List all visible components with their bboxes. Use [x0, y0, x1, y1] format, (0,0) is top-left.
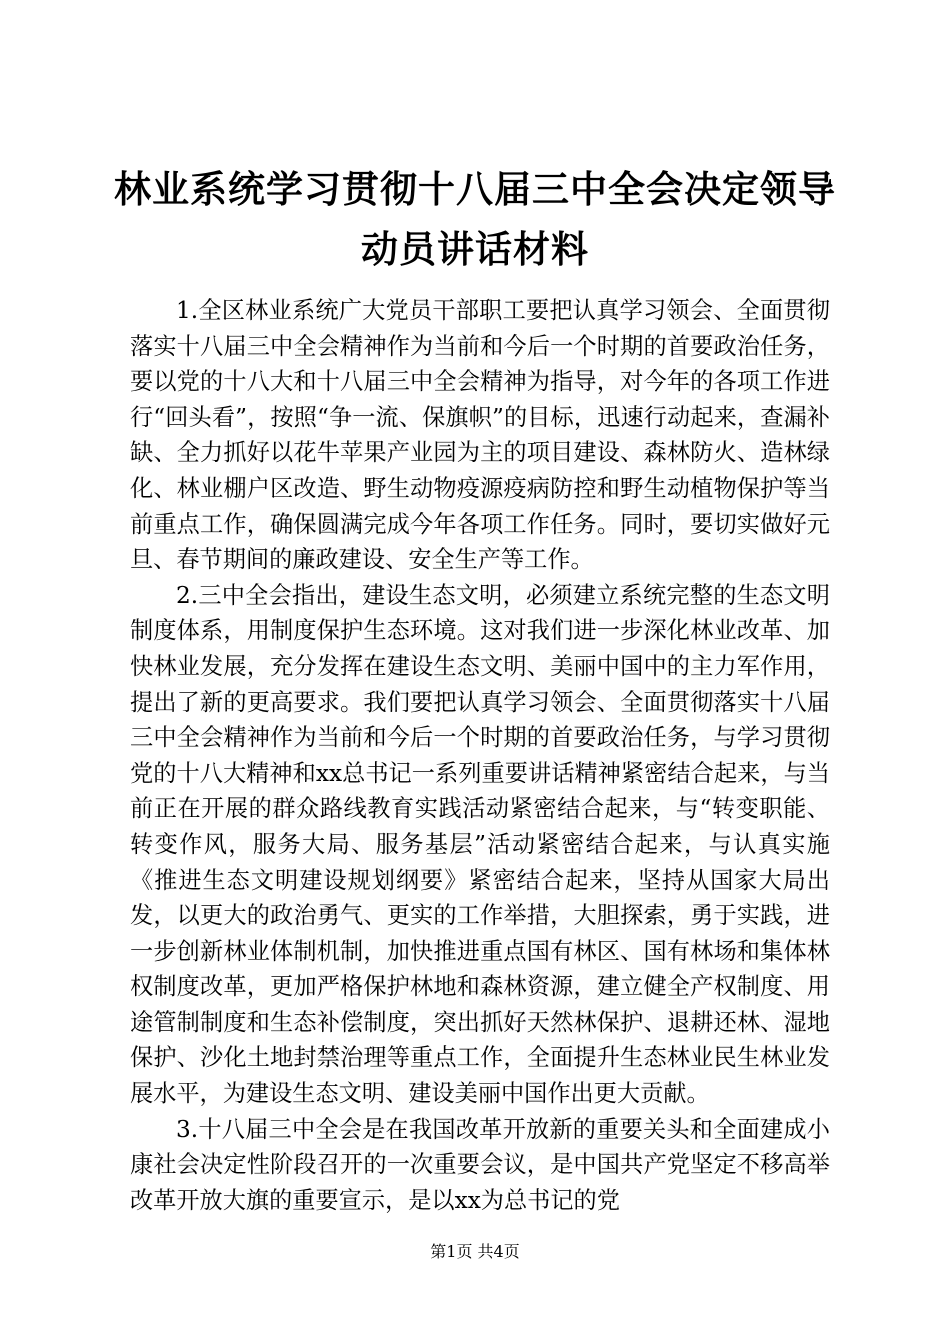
page-footer: 第1页 共4页 — [430, 1242, 520, 1261]
paragraph-3: 3.十八届三中全会是在我国改革开放新的重要关头和全面建成小康社会决定性阶段召开的一次重要会议，是中国共产党坚定不移高举改革开放大旗的重要宣示，是以xx为总书记的党 — [130, 1115, 830, 1214]
document-body — [130, 293, 830, 1218]
document-title: 林业系统学习贯彻十八届三中全会决定领导动员讲话材料 — [114, 168, 836, 271]
paragraph-2: 2.三中全会指出，建设生态文明，必须建立系统完整的生态文明制度体系，用制度保护生态环境。这对我们进一步深化林业改革、加快林业发展，充分发挥在建设生态文明、美丽中国中的主力军作用，提出了新的更高要求。我们要把认真学习领会、全面贯彻落实十八届三中全会精神作为当前和今后一个时期的首要政治任务，与学习贯彻党的十八大精神和xx总书记一系列重要讲话精神紧密结合起来，与当前正在开展的群众路线教育实践活动紧密结合起来，与“转变职能、转变作风，服务大局、服务基层”活动紧密结合起来，与认真实施《推进生态文明建设规划纲要》紧密结合起来，坚持从国家大局出发，以更大的政治勇气、更实的工作举措，大胆探索，勇于实践，进一步创新林业体制机制，加快推进重点国有林区、国有林场和集体林权制度改革，更加严格保护林地和森林资源，建立健全产权制度、用途管制制度和生态补偿制度，突出抓好天然林保护、退耕还林、湿地保护、沙化土地封禁治理等重点工作，全面提升生态林业民生林业发展水平，为建设生态文明、建设美丽中国作出更大贡献。 — [130, 581, 830, 1108]
paragraph-1: 1.全区林业系统广大党员干部职工要把认真学习领会、全面贯彻落实十八届三中全会精神作为当前和今后一个时期的首要政治任务，要以党的十八大和十八届三中全会精神为指导，对今年的各项工作进行“回头看”，按照“争一流、保旗帜”的目标，迅速行动起来，查漏补缺、全力抓好以花牛苹果产业园为主的项目建设、森林防火、造林绿化、林业棚户区改造、野生动物疫源疫病防控和野生动植物保护等当前重点工作，确保圆满完成今年各项工作任务。同时，要切实做好元旦、春节期间的廉政建设、安全生产等工作。 — [130, 297, 830, 574]
